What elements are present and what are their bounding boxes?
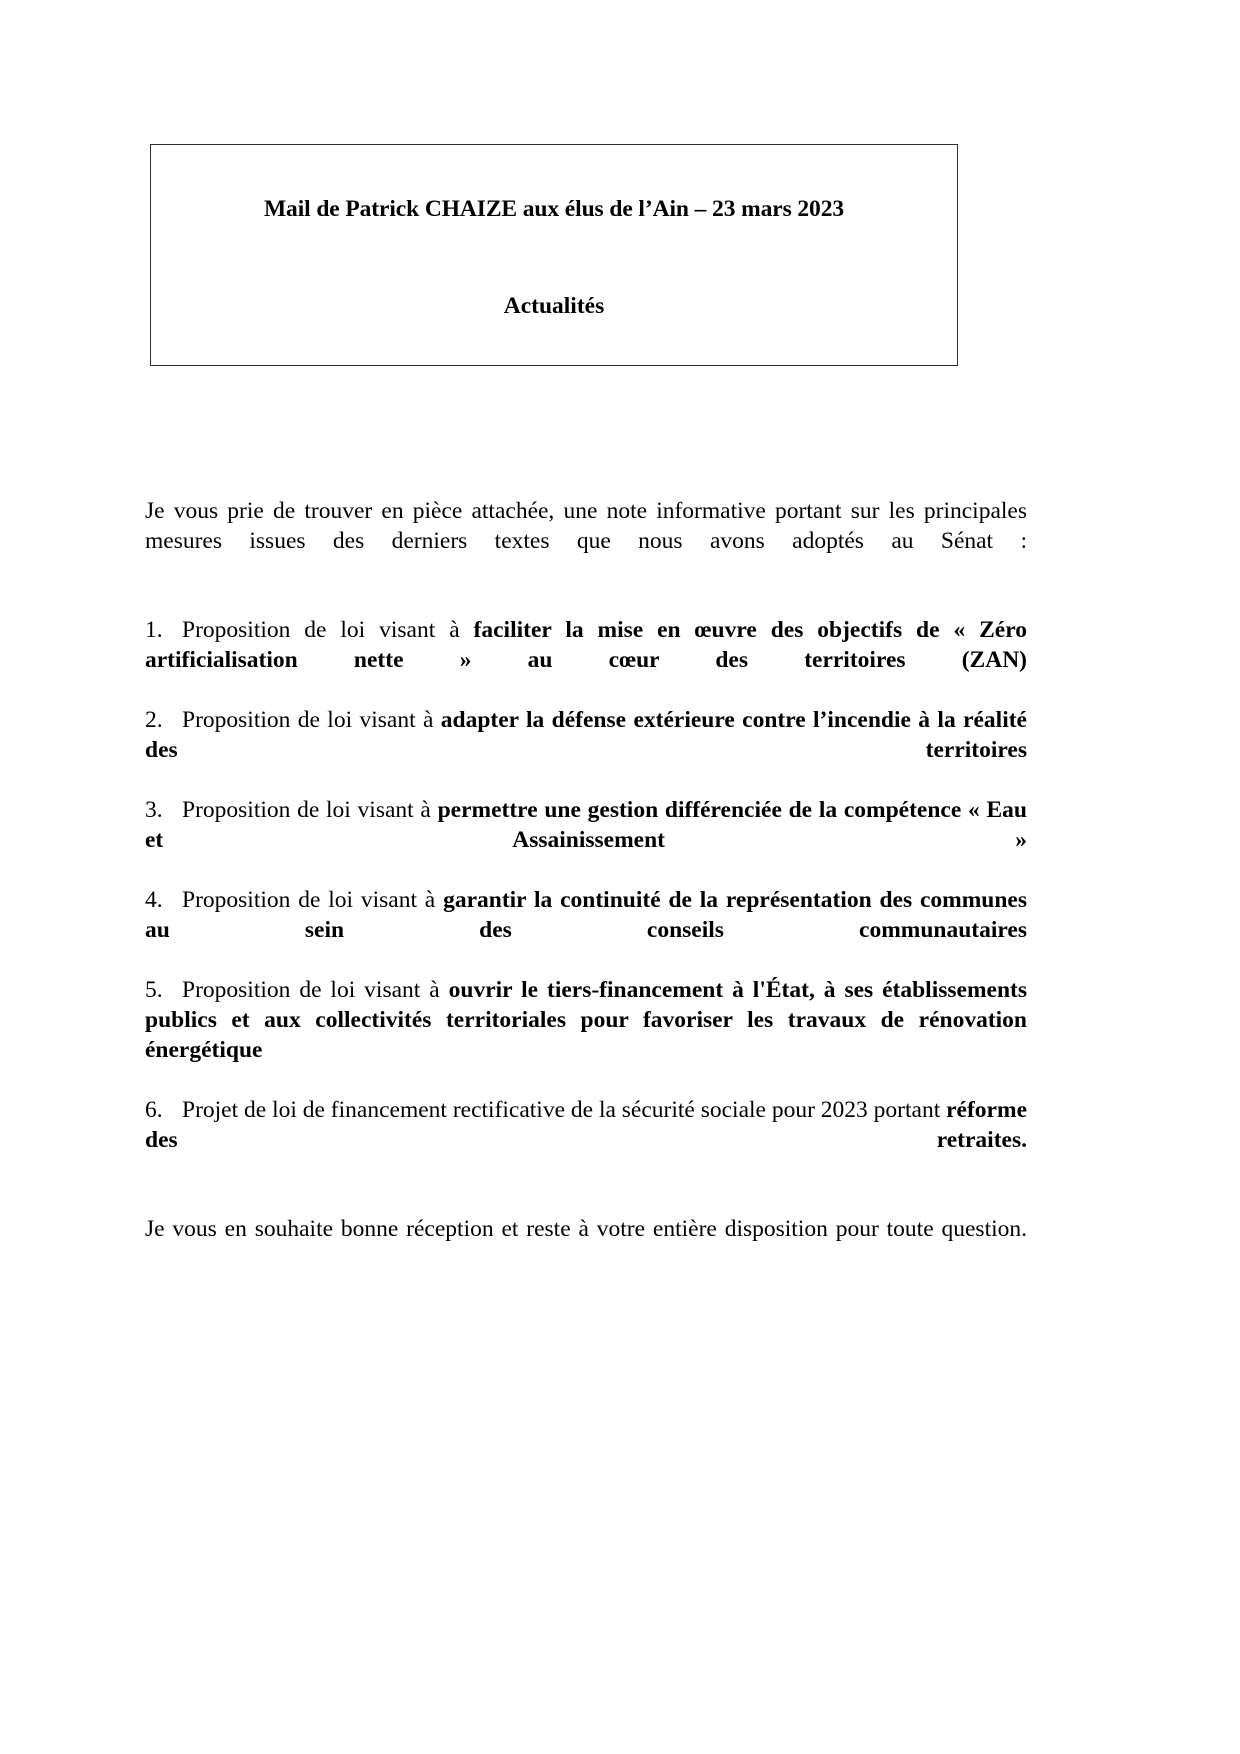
list-item-emphasis: adapter la défense extérieure contre l’incendie à la réalité des territoires <box>145 707 1027 763</box>
list-item-lead: Proposition de loi visant à <box>182 617 474 643</box>
page-title: Mail de Patrick CHAIZE aux élus de l’Ain – 23 mars 2023 <box>263 196 845 222</box>
list-item-lead: Projet de loi de financement rectificative de la sécurité sociale pour 2023 portant <box>182 1097 947 1123</box>
body-content <box>145 496 1027 1274</box>
list-item <box>145 795 1027 885</box>
list-item-lead: Proposition de loi visant à <box>182 887 444 913</box>
list-item-number: 4. <box>145 887 163 913</box>
list-item <box>145 705 1027 795</box>
list-item-lead: Proposition de loi visant à <box>182 797 438 823</box>
header-box <box>150 144 958 366</box>
list-item-lead: Proposition de loi visant à <box>182 977 449 1003</box>
list-item-number: 1. <box>145 617 163 643</box>
list-item-number: 6. <box>145 1097 163 1123</box>
list-item-emphasis: réforme des retraites. <box>145 1097 1027 1153</box>
list-item <box>145 885 1027 975</box>
list-item-emphasis: permettre une gestion différenciée de la compétence « Eau et Assainissement » <box>145 797 1027 853</box>
list-item-number: 3. <box>145 797 163 823</box>
list-item-emphasis: ouvrir le tiers-financement à l'État, à ses établissements publics et aux collectivités territoriales pour favoriser les travaux de rénovation énergétique <box>145 977 1027 1063</box>
list-item-lead: Proposition de loi visant à <box>182 707 441 733</box>
list-item-emphasis: garantir la continuité de la représentation des communes au sein des conseils communautaires <box>145 887 1027 943</box>
closing-paragraph: Je vous en souhaite bonne réception et reste à votre entière disposition pour toute question. <box>145 1216 1027 1242</box>
header-subtitle: Actualités <box>503 293 605 319</box>
list-item-emphasis: faciliter la mise en œuvre des objectifs de « Zéro artificialisation nette » au cœur des territoires (ZAN) <box>145 617 1027 673</box>
list-item <box>145 615 1027 705</box>
proposals-list <box>145 615 1027 1185</box>
intro-paragraph: Je vous prie de trouver en pièce attachée, une note informative portant sur les principales mesures issues des derniers textes que nous avons adoptés au Sénat : <box>145 498 1027 554</box>
list-item-number: 5. <box>145 977 163 1003</box>
list-item <box>145 975 1027 1095</box>
list-item-number: 2. <box>145 707 163 733</box>
list-item <box>145 1095 1027 1185</box>
